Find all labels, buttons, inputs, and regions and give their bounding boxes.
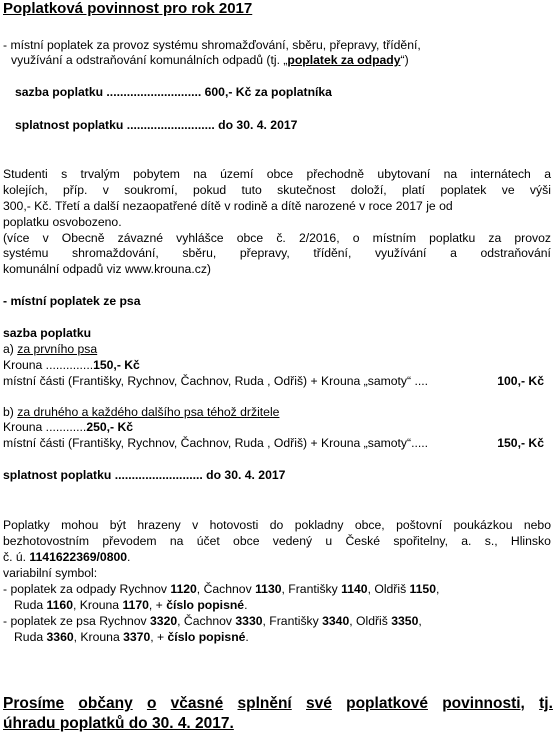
- word: závazné: [117, 231, 164, 245]
- dog-fee-first-parts: [3, 374, 552, 389]
- variable-symbol-code: 3350: [391, 614, 419, 628]
- variable-symbol-separator: ,: [436, 582, 440, 596]
- dog-vs-plus: , +: [150, 630, 168, 644]
- dog-fee-second-title: za druhého a každého dalšího psa téhož držitele: [17, 405, 280, 419]
- word: splnění: [237, 695, 292, 712]
- word: obce: [233, 534, 260, 548]
- word: území: [220, 167, 254, 181]
- dog-fee-second-prefix: b): [3, 405, 18, 419]
- dog-vs-house-number: číslo popisné: [167, 630, 246, 644]
- payment-account: [3, 550, 130, 565]
- word: 2/2016,: [298, 231, 340, 245]
- word: provoz: [514, 231, 551, 245]
- dog-vs-ruda: Ruda: [14, 630, 47, 644]
- word: s: [61, 167, 68, 181]
- word: poštovní: [396, 518, 443, 532]
- students-line-6: [3, 246, 551, 261]
- word: Poplatky: [3, 518, 50, 532]
- variable-symbol-separator: ,: [418, 614, 422, 628]
- word: internátech: [470, 167, 531, 181]
- waste-fee-keyword: poplatek za odpady: [287, 53, 401, 67]
- word: poplatkové: [346, 695, 428, 712]
- waste-fee-item-line1: - místní poplatek za provoz systému shromažďování, sběru, přepravy, třídění,: [3, 38, 421, 52]
- dog-fee-first-title: za prvního psa: [17, 342, 98, 356]
- word: za: [488, 231, 502, 245]
- word: povinnosti,: [442, 695, 525, 712]
- students-line-5: [3, 231, 551, 246]
- variable-symbol-code: 1140: [341, 582, 368, 596]
- word: bezhotovostním: [3, 534, 90, 548]
- word: v: [42, 231, 49, 245]
- word: o: [146, 695, 157, 712]
- dog-fee-heading: - místní poplatek ze psa: [3, 294, 141, 308]
- word: být: [109, 518, 127, 532]
- account-number: 1141622369/0800: [29, 550, 128, 564]
- waste-vs-line-1: [3, 582, 439, 597]
- word: pokud: [192, 183, 227, 197]
- word: pobytem: [133, 167, 180, 181]
- word: hotovosti: [209, 518, 259, 532]
- word: odstraňování: [480, 246, 551, 260]
- word: doloží,: [350, 183, 387, 197]
- variable-symbol-code: 1150: [409, 582, 436, 596]
- word: kolejích,: [3, 183, 48, 197]
- dog-fee-second-krouna: [3, 420, 133, 435]
- footer-appeal-line-1: [3, 694, 553, 713]
- students-line-4: poplatku osvobozeno.: [3, 215, 122, 229]
- dog-vs-end: .: [245, 630, 249, 644]
- dog-fee-second-parts-text: místní části (Františky, Rychnov, Čachnov, Ruda , Odřiš) + Krouna „samoty“.....: [3, 436, 429, 450]
- variable-symbol-code: 3320: [150, 614, 178, 628]
- word: obce,: [354, 518, 385, 532]
- word: u: [325, 534, 333, 548]
- word: Hlinsko: [510, 534, 551, 548]
- word: do: [269, 518, 284, 532]
- variable-symbol-separator: , Oldřiš: [367, 582, 410, 596]
- word: své: [306, 695, 332, 712]
- variable-symbol-code: 3340: [322, 614, 350, 628]
- waste-fee-item-line2: [11, 53, 409, 68]
- word: poplatek: [440, 183, 487, 197]
- word: vedený: [272, 534, 313, 548]
- word: o: [352, 231, 360, 245]
- waste-vs-line-2: [14, 598, 247, 613]
- variable-symbol-separator: , Oldřiš: [349, 614, 392, 628]
- word: skutečnost: [277, 183, 336, 197]
- students-line-2: [3, 183, 551, 198]
- word: shromaždování,: [72, 246, 159, 260]
- word: poukázkou: [453, 518, 513, 532]
- variable-symbol-code: 3330: [235, 614, 263, 628]
- word: tuto: [241, 183, 262, 197]
- word: Prosíme: [3, 695, 65, 712]
- dog-fee-second-parts: [3, 436, 552, 451]
- variable-symbol-separator: , Čachnov: [196, 582, 256, 596]
- variable-symbol-code: 1130: [255, 582, 282, 596]
- waste-fee-text-end: “): [400, 53, 409, 67]
- waste-fee-rate: sazba poplatku ............................ 600,- Kč za poplatníka: [15, 85, 332, 99]
- word: přechodně: [306, 167, 365, 181]
- word: tj.: [539, 695, 553, 712]
- waste-vs-plus: , +: [148, 598, 167, 612]
- waste-vs-code-ruda: 1160: [46, 598, 73, 612]
- dog-vs-prefix: - poplatek ze psa Rychnov: [3, 614, 151, 628]
- dog-vs-line-1: [3, 614, 422, 629]
- dog-vs-code-ruda: 3360: [46, 630, 74, 644]
- waste-vs-end: .: [244, 598, 248, 612]
- word: České: [345, 534, 381, 548]
- dog-fee-first-krouna-text: Krouna ..............: [3, 358, 94, 372]
- waste-vs-code-krouna: 1170: [122, 598, 149, 612]
- word: obce: [236, 231, 264, 245]
- waste-vs-krouna: , Krouna: [72, 598, 123, 612]
- word: systému: [3, 246, 49, 260]
- dog-fee-first-prefix: a): [3, 342, 18, 356]
- word: ve: [501, 183, 515, 197]
- word: vyhlášce: [176, 231, 224, 245]
- word: přepravy,: [239, 246, 290, 260]
- word: využívání: [374, 246, 427, 260]
- footer-appeal-line-2: úhradu poplatků do 30. 4. 2017.: [3, 715, 234, 732]
- word: a: [544, 167, 551, 181]
- word: spořitelny,: [393, 534, 448, 548]
- word: příp.: [63, 183, 88, 197]
- word: Studenti: [3, 167, 48, 181]
- dog-fee-due: splatnost poplatku .......................... do 30. 4. 2017: [3, 468, 286, 482]
- word: nebo: [523, 518, 551, 532]
- word: včasné: [170, 695, 224, 712]
- dog-vs-line-2: [14, 630, 249, 645]
- word: Obecně: [61, 231, 105, 245]
- word: převodem: [102, 534, 157, 548]
- word: hrazeny: [137, 518, 181, 532]
- word: obce: [266, 167, 294, 181]
- word: s.,: [484, 534, 498, 548]
- waste-vs-ruda: Ruda: [14, 598, 47, 612]
- word: místním: [372, 231, 417, 245]
- word: trvalým: [80, 167, 120, 181]
- dog-fee-first-parts-value: 100,- Kč: [497, 374, 544, 388]
- word: v: [102, 183, 109, 197]
- account-prefix: č. ú.: [3, 550, 30, 564]
- word: účet: [196, 534, 220, 548]
- page-title: Poplatková povinnost pro rok 2017: [3, 0, 253, 17]
- variable-symbol-separator: , Františky: [262, 614, 323, 628]
- word: na: [443, 167, 458, 181]
- word: soukromí,: [124, 183, 178, 197]
- word: č.: [276, 231, 286, 245]
- payment-line-1: [3, 518, 551, 533]
- account-suffix: .: [127, 550, 131, 564]
- word: poplatku: [429, 231, 476, 245]
- dog-fee-second-parts-value: 150,- Kč: [497, 436, 544, 450]
- dog-fee-second-krouna-value: 250,- Kč: [86, 420, 134, 434]
- payment-line-2: [3, 534, 551, 549]
- variable-symbol-separator: , Františky: [281, 582, 342, 596]
- word: třídění,: [313, 246, 352, 260]
- word: platí: [401, 183, 426, 197]
- dog-fee-first-krouna-value: 150,- Kč: [93, 358, 140, 372]
- dog-vs-code-krouna: 3370: [123, 630, 151, 644]
- word: výši: [529, 183, 551, 197]
- dog-vs-krouna: , Krouna: [73, 630, 124, 644]
- dog-fee-rate-label: sazba poplatku: [3, 326, 92, 340]
- students-line-3: 300,- Kč. Třetí a další nezaopatřené dítě v rodině a dítě narozené v roce 2017 je od: [3, 199, 453, 213]
- dog-vs-codes: [150, 614, 422, 628]
- word: na: [169, 534, 184, 548]
- word: (více: [3, 231, 30, 245]
- variable-symbol-separator: , Čachnov: [177, 614, 236, 628]
- word: ubytovaní: [377, 167, 431, 181]
- dog-fee-first-parts-text: místní části (Františky, Rychnov, Čachnov, Ruda , Odřiš) + Krouna „samoty“ ....: [3, 374, 429, 388]
- waste-vs-house-number: číslo popisné: [166, 598, 245, 612]
- dog-fee-first-label: [3, 342, 97, 357]
- students-line-7: komunální odpadů viz www.krouna.cz): [3, 262, 211, 276]
- word: mohou: [61, 518, 99, 532]
- waste-fee-text: využívání a odstraňování komunálních odpadů (tj. „: [11, 53, 288, 67]
- variable-symbol-code: 1120: [170, 582, 197, 596]
- word: sběru,: [182, 246, 217, 260]
- word: v: [192, 518, 199, 532]
- students-line-1: [3, 167, 551, 182]
- word: a: [450, 246, 457, 260]
- waste-fee-due: splatnost poplatku .......................... do 30. 4. 2017: [15, 118, 298, 132]
- word: na: [193, 167, 207, 181]
- variable-symbol-label: variabilní symbol:: [3, 566, 98, 580]
- dog-fee-second-krouna-text: Krouna ............: [3, 420, 87, 434]
- word: občany: [78, 695, 133, 712]
- waste-vs-codes: [170, 582, 439, 596]
- dog-fee-first-krouna: [3, 358, 140, 373]
- word: a.: [461, 534, 472, 548]
- waste-vs-prefix: - poplatek za odpady Rychnov: [3, 582, 171, 596]
- word: pokladny: [294, 518, 344, 532]
- dog-fee-second-label: [3, 405, 279, 420]
